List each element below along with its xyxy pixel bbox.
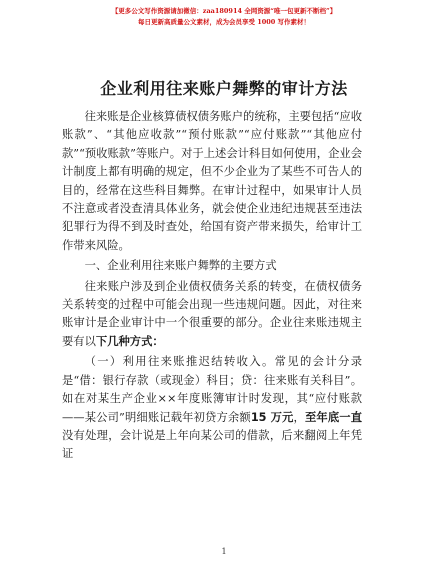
banner-line-1: 【更多公文写作资源请加微信：zaa180914 全网资源“唯一包更新不断档”】 [111, 7, 337, 15]
paragraph-section-1-bold: 下几种方式： [95, 334, 164, 348]
paragraph-subsection-1-tail: 没有处理，会计说是上年向某公司的借款，后来翻阅上年凭证 [62, 428, 362, 461]
paragraph-intro: 往来账是企业核算债权债务账户的统称，主要包括“应收账款”、“其他应收款”“预付账款”“应付账款”“其他应付款”“预收账款”等账户。对于上述会计科目如何使用，企业会计制度上都有明确的规定，但不少企业为了某些不可告人的目的，经常在这些科目舞弊。在审计过程中，如果审计人员不注意或者没查清具体业务，就会使企业违纪违规甚至违法犯罪行为得不到及时查处，给国有资产带来损失，给审计工作带来风险。 [62, 110, 362, 252]
paragraph-section-1 [62, 278, 362, 352]
phrase-highlight: 至年底一直 [304, 410, 363, 424]
document-body [62, 108, 362, 464]
amount-highlight: 15 万元 [250, 410, 294, 424]
banner-line-2: 每日更新高质量公文素材，成为会员享受 1000 写作素材！ [137, 18, 311, 26]
paragraph-subsection-1-text: （一）利用往来账推迟结转收入。常见的会计分录是“借：银行存款（或现金）科目；贷：往来账有关科目”。如在对某生产企业××年度账簿审计时发现，其“应付账款——某公司”明细账记载年初贷方余额 [62, 355, 362, 424]
comma-separator: ， [293, 410, 305, 424]
section-heading-1: 一、企业利用往来账户舞弊的主要方式 [84, 259, 277, 273]
paragraph-section-1-text: 往来账户涉及到企业债权债务关系的转变，在债权债务关系转变的过程中可能会出现一些违规问题。因此，对往来账审计是企业审计中一个很重要的部分。企业往来账违规主要有以 [62, 279, 362, 348]
paragraph-subsection-1 [62, 353, 362, 463]
document-title: 企业利用往来账户舞弊的审计方法 [100, 79, 348, 98]
header-banner [0, 6, 448, 28]
page-number: 1 [221, 547, 227, 556]
